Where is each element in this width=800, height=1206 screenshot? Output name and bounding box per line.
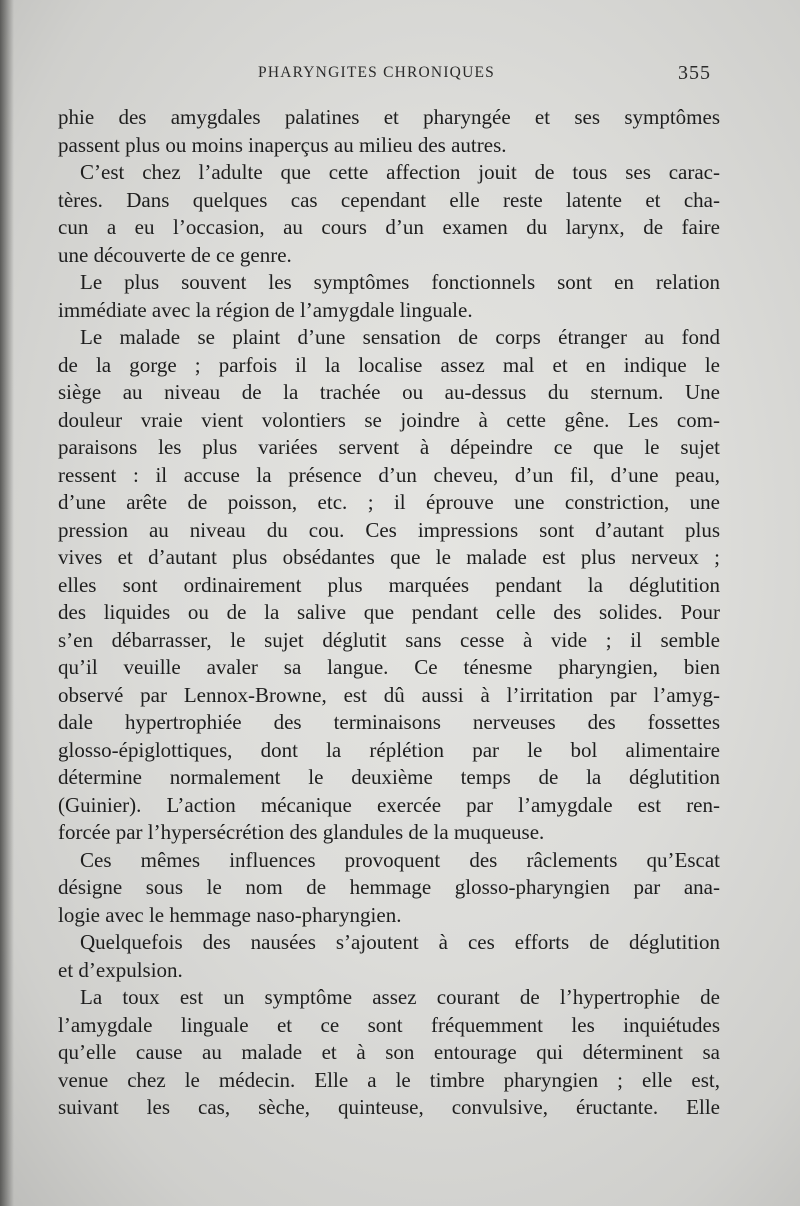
text-line: observé par Lennox-Browne, est dû aussi à l’irritation par l’amyg- <box>58 682 720 707</box>
text-line: siège au niveau de la trachée ou au-dessus du sternum. Une <box>58 380 720 404</box>
running-title: PHARYNGITES CHRONIQUES <box>258 64 495 81</box>
text-line: forcée par l’hypersécrétion des glandules de la muqueuse. <box>58 820 545 844</box>
text-line: La toux est un symptôme assez courant de l’hypertrophie de <box>80 985 720 1009</box>
text-line: phie des amygdales palatines et pharyngée et ses symptômes <box>58 105 720 129</box>
text-line: paraisons les plus variées servent à dépeindre ce que le sujet <box>58 435 720 459</box>
text-line: suivant les cas, sèche, quinteuse, convulsive, éructante. Elle <box>58 1095 720 1119</box>
body-text <box>58 104 720 1122</box>
text-line: ressent : il accuse la présence d’un cheveu, d’un fil, d’une peau, <box>58 462 720 487</box>
text-line: Quelquefois des nausées s’ajoutent à ces efforts de déglutition <box>80 930 720 954</box>
text-line: Le plus souvent les symptômes fonctionnels sont en relation <box>80 270 720 294</box>
text-line: tères. Dans quelques cas cependant elle reste latente et cha- <box>58 187 720 212</box>
page-number: 355 <box>678 62 711 84</box>
text-line: l’amygdale linguale et ce sont fréquemment les inquiétudes <box>58 1012 720 1037</box>
text-line: (Guinier). L’action mécanique exercée par l’amygdale est ren- <box>58 792 720 817</box>
text-line: qu’elle cause au malade et à son entourage qui déterminent sa <box>58 1040 720 1064</box>
text-line: vives et d’autant plus obsédantes que le malade est plus nerveux ; <box>58 545 720 569</box>
text-line: Le malade se plaint d’une sensation de corps étranger au fond <box>80 325 720 349</box>
running-head <box>0 60 800 90</box>
text-line: elles sont ordinairement plus marquées pendant la déglutition <box>58 572 720 597</box>
text-line: d’une arête de poisson, etc. ; il éprouve une constriction, une <box>58 490 720 514</box>
text-line: venue chez le médecin. Elle a le timbre pharyngien ; elle est, <box>58 1067 720 1092</box>
text-line: douleur vraie vient volontiers se joindre à cette gêne. Les com- <box>58 407 720 432</box>
text-line: désigne sous le nom de hemmage glosso-pharyngien par ana- <box>58 875 720 899</box>
text-line: s’en débarrasser, le sujet déglutit sans cesse à vide ; il semble <box>58 627 720 652</box>
text-line: C’est chez l’adulte que cette affection jouit de tous ses carac- <box>80 160 720 184</box>
text-line: et d’expulsion. <box>58 957 183 982</box>
text-line: une découverte de ce genre. <box>58 242 292 267</box>
text-line: qu’il veuille avaler sa langue. Ce ténesme pharyngien, bien <box>58 655 720 679</box>
text-line: dale hypertrophiée des terminaisons nerveuses des fossettes <box>58 710 720 734</box>
text-line: immédiate avec la région de l’amygdale linguale. <box>58 297 473 322</box>
text-line: passent plus ou moins inaperçus au milieu des autres. <box>58 132 507 157</box>
text-line: détermine normalement le deuxième temps de la déglutition <box>58 765 720 789</box>
text-line: logie avec le hemmage naso-pharyngien. <box>58 902 402 927</box>
text-line: de la gorge ; parfois il la localise assez mal et en indique le <box>58 352 720 377</box>
text-line: des liquides ou de la salive que pendant celle des solides. Pour <box>58 600 720 624</box>
binding-shadow <box>0 0 14 1206</box>
text-line: cun a eu l’occasion, au cours d’un examen du larynx, de faire <box>58 215 720 239</box>
text-line: glosso-épiglottiques, dont la réplétion par le bol alimentaire <box>58 737 720 762</box>
text-line: Ces mêmes influences provoquent des râclements qu’Escat <box>80 847 720 872</box>
text-line: pression au niveau du cou. Ces impressions sont d’autant plus <box>58 517 720 542</box>
